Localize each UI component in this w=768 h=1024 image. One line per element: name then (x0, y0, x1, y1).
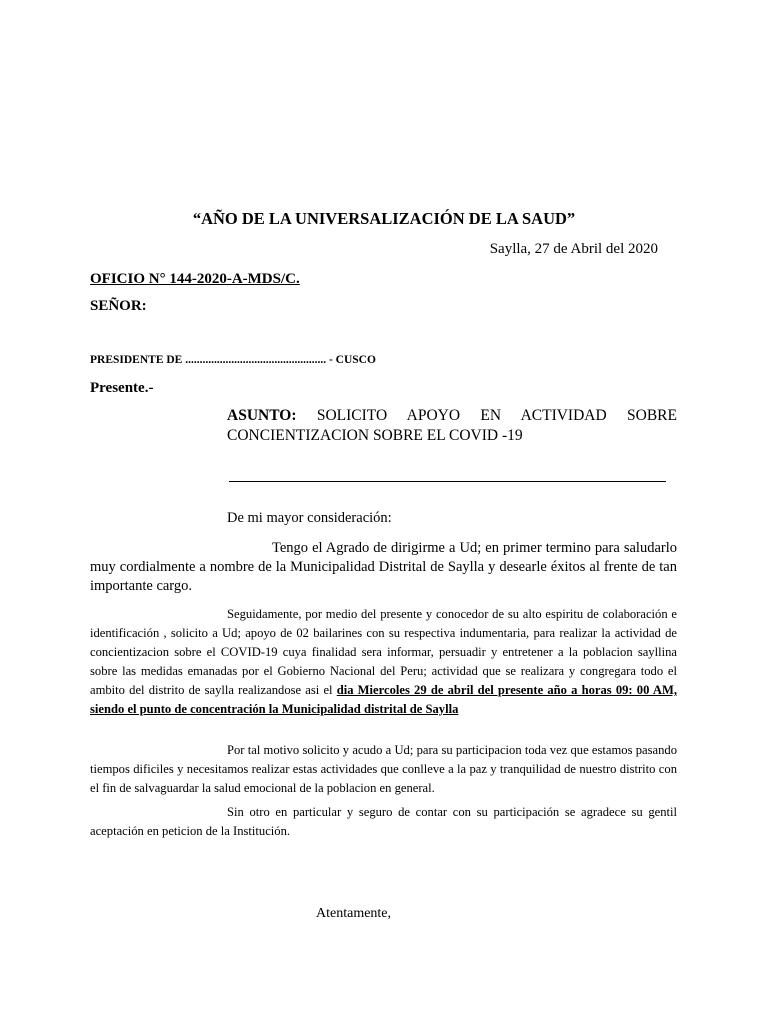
subject-line-1 (227, 406, 677, 426)
subject-text-2: CONCIENTIZACION SOBRE EL COVID -19 (227, 427, 523, 444)
subject-label: ASUNTO: (227, 407, 297, 424)
subject-text-1: SOLICITO APOYO EN ACTIVIDAD SOBRE (296, 407, 677, 424)
closing: Atentamente, (316, 906, 392, 921)
greeting: De mi mayor consideración: (227, 510, 392, 526)
presente-line: Presente.- (90, 380, 154, 396)
divider-line (229, 481, 666, 482)
subject-block (227, 406, 677, 446)
paragraph-1: Tengo el Agrado de dirigirme a Ud; en primer termino para saludarlo muy cordialmente a nombre de la Municipalidad Distrital de Saylla y desearle éxitos al frente de tan importante cargo. (90, 540, 677, 594)
paragraph-2 (90, 605, 677, 719)
paragraph-4: Sin otro en particular y seguro de contar con su participación se agradece su gentil aceptación en peticion de la Institución. (90, 805, 677, 838)
salutation-senor: SEÑOR: (90, 298, 147, 314)
oficio-number: OFICIO N° 144-2020-A-MDS/C. (90, 271, 300, 287)
paragraph-2-emphasis: dia Miercoles 29 de abril del presente año a horas 09: 00 AM, siendo el punto de concentración la Municipalidad distrital de Saylla (90, 683, 677, 716)
year-title: “AÑO DE LA UNIVERSALIZACIÓN DE LA SAUD” (192, 209, 576, 228)
recipient-line: PRESIDENTE DE ................................................. - CUSCO (90, 354, 376, 366)
paragraph-2-text: Seguidamente, por medio del presente y conocedor de su alto espiritu de colaboración e identificación , solicito a Ud; apoyo de 02 bailarines con su respectiva indumentaria, para realizar la actividad de concientizacion sobre el COVID-19 cuya finalidad sera informar, persuadir y entretener a la poblacion sayllina sobre las medidas emanadas por el Gobierno Nacional del Peru; actividad que se realizara y congregara todo el ambito del distrito de saylla realizandose asi el (90, 607, 677, 697)
paragraph-3: Por tal motivo solicito y acudo a Ud; para su participacion toda vez que estamos pasando tiempos dificiles y necesitamos realizar estas actividades que conlleve a la paz y tranquilidad de nuestro distrito con el fin de salvaguardar la salud emocional de la poblacion en general. (90, 743, 677, 795)
place-date: Saylla, 27 de Abril del 2020 (489, 241, 658, 257)
